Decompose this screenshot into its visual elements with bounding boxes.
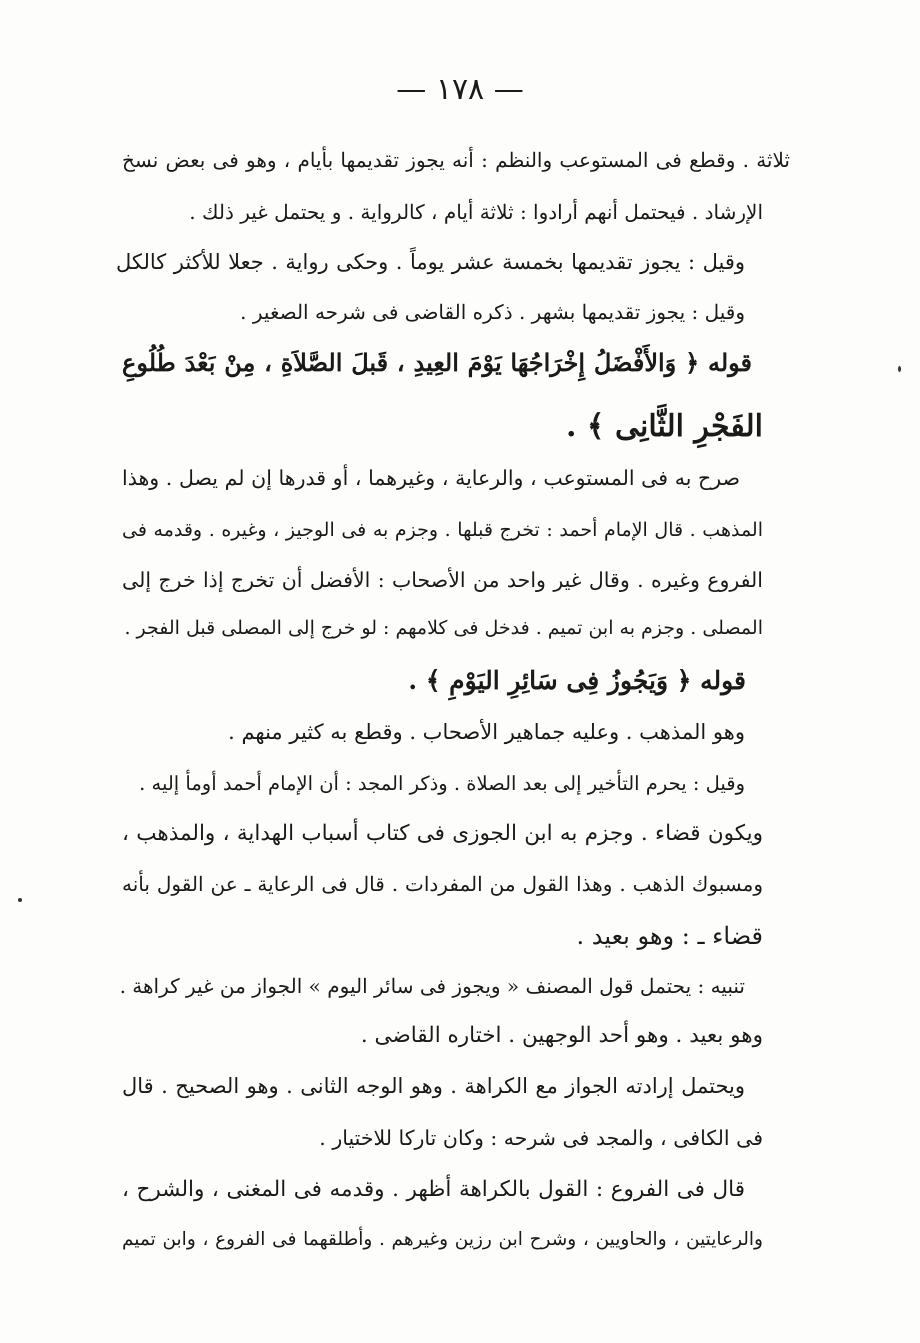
text-line: المذهب . قال الإمام أحمد : تخرج قبلها . وجزم به فى الوجيز ، وغيره . وقدمه فى: [122, 519, 763, 541]
scan-speck: [18, 898, 22, 902]
text-line: والرعايتين ، والحاويين ، وشرح ابن رزين وغيرهم . وأطلقهما فى الفروع ، وابن تميم: [122, 1229, 763, 1250]
heading-quote-line: قوله ﴿ وَيَجُوزُ فِى سَائِرِ اليَوْمِ ﴾ .: [408, 666, 746, 695]
scan-speck: [898, 366, 901, 372]
page-number: — ١٧٨ —: [396, 72, 524, 107]
text-line: ومسبوك الذهب . وهذا القول من المفردات . قال فى الرعاية ـ عن القول بأنه: [122, 872, 763, 896]
heading-quote-line: الفَجْرِ الثَّانِى ﴾ .: [566, 409, 763, 444]
text-line: فى الكافى ، والمجد فى شرحه : وكان تاركا للاختيار .: [319, 1126, 763, 1150]
text-line: ثلاثة . وقطع فى المستوعب والنظم : أنه يجوز تقديمها بأيام ، وهو فى بعض نسخ: [122, 148, 790, 172]
text-line: المصلى . وجزم به ابن تميم . فدخل فى كلامهم : لو خرج إلى المصلى قبل الفجر .: [124, 617, 763, 639]
text-line: الإرشاد . فيحتمل أنهم أرادوا : ثلاثة أيام ، كالرواية . و يحتمل غير ذلك .: [189, 200, 763, 224]
text-line: ويحتمل إرادته الجواز مع الكراهة . وهو الوجه الثانى . وهو الصحيح . قال: [122, 1074, 745, 1098]
text-line: قال فى الفروع : القول بالكراهة أظهر . وقدمه فى المغنى ، والشرح ،: [122, 1177, 745, 1202]
heading-quote-line: قوله ﴿ وَالأَفْضَلُ إِخْرَاجُهَا يَوْمَ العِيدِ ، قَبلَ الصَّلاَةِ ، مِنْ بَعْدَ طُلُوعِ: [122, 348, 752, 377]
text-line: ويكون قضاء . وجزم به ابن الجوزى فى كتاب أسباب الهداية ، والمذهب ،: [122, 821, 763, 846]
text-line: الفروع وغيره . وقال غير واحد من الأصحاب : الأفضل أن تخرج إذا خرج إلى: [122, 568, 763, 592]
text-line: وقيل : يحرم التأخير إلى بعد الصلاة . وذكر المجد : أن الإمام أحمد أومأ إليه .: [139, 772, 745, 795]
text-line: وهو بعيد . وهو أحد الوجهين . اختاره القاضى .: [360, 1023, 763, 1048]
text-line: وقيل : يجوز تقديمها بخمسة عشر يوماً . وحكى رواية . جعلا للأكثر كالكل: [116, 250, 745, 274]
text-line: صرح به فى المستوعب ، والرعاية ، وغيرهما ، أو قدرها إن لم يصل . وهذا: [122, 466, 740, 490]
text-line: وهو المذهب . وعليه جماهير الأصحاب . وقطع به كثير منهم .: [228, 720, 745, 744]
text-line: وقيل : يجوز تقديمها بشهر . ذكره القاضى فى شرحه الصغير .: [240, 300, 745, 324]
text-line: تنبيه : يحتمل قول المصنف « ويجوز فى سائر اليوم » الجواز من غير كراهة .: [119, 974, 745, 998]
text-line: قضاء ـ : وهو بعيد .: [576, 922, 763, 950]
